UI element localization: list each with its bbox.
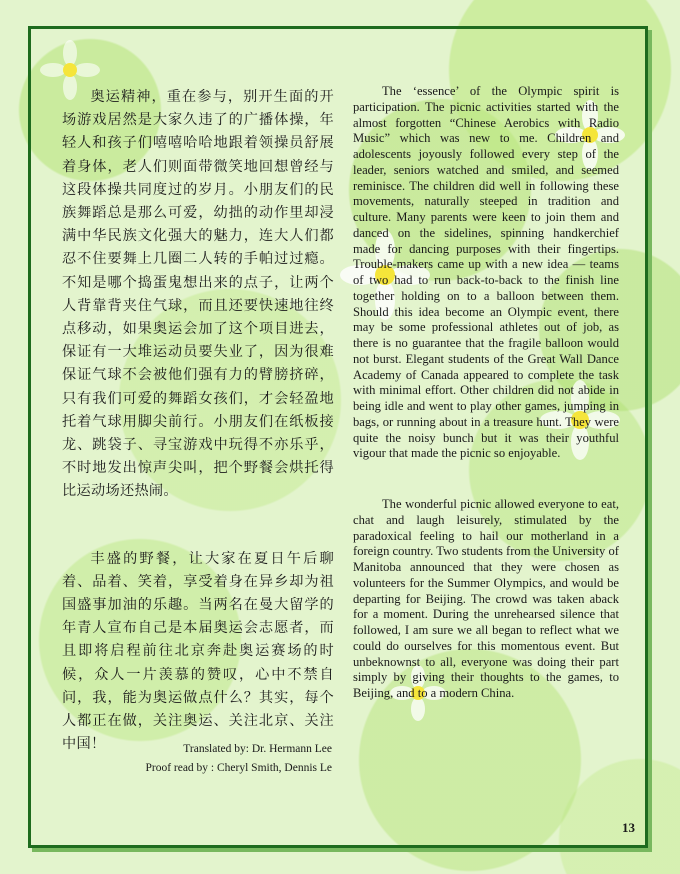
- chinese-paragraph: 奥运精神，重在参与，别开生面的开场游戏居然是大家久违了的广播体操，年轻人和孩子们嘻嘻哈哈地跟着领操员舒展着身体，老人们则面带微笑地回想曾经与这段体操共同度过的岁月。小朋友们的民族舞蹈总是那么可爱，幼拙的动作里却浸满中华民族文化强大的魅力，连大人们都忍不住要舞上几圈二人转的手帕过过瘾。不知是哪个捣蛋鬼想出来的点子，让两个人背靠背夹住气球，而且还要快速地往终点移动，如果奥运会加了这个项目进去，保证有一大堆运动员要失业了，因为很难保证气球不会被他们强有力的臂膀挤碎，只有我们可爱的舞蹈女孩们，才会轻盈地托着气球用脚尖前行。小朋友们在纸板接龙、跳袋子、寻宝游戏中玩得不亦乐乎，不时地发出惊声尖叫，把个野餐会烘托得比运动场还热闹。: [62, 89, 334, 500]
- english-paragraph: The ‘essence’ of the Olympic spirit is participation. The picnic activities started with the almost forgotten “Chinese Aerobics with Radio Music” which was new to me. Children and adolescents joyously followed every step of the leader, seniors watched and smiled, and seemed reminisce. The children did well in following these movements, naturally steeped in tradition and culture. Many parents were keen to join them and danced on the sidelines, spinning handkerchief made for dancing purposes with their fingertips. Trouble-makers came up with a new idea — teams of two had to run back-to-back to the finish line together holding on to a balloon between them. Should this idea become an Olympic event, there may be some professional athletes out of job, as there is no guarantee that the fragile balloon would not burst. Elegant students of the Great Wall Dance Academy of Canada appeared to complete the task with minimal effort. Other children did not abide in being idle and went to play other games, jumping in bags, or running about in a treasure hunt. They were quite the noisy bunch but it was their youthful vigour that made the picnic so enjoyable.: [353, 84, 619, 461]
- page-number: 13: [622, 820, 635, 835]
- english-column: [353, 84, 619, 702]
- chinese-paragraph: 丰盛的野餐，让大家在夏日午后聊着、品着、笑着，享受着身在异乡却为祖国盛事加油的乐趣。当两名在曼大留学的年青人宣布自己是本届奥运会志愿者，而且即将启程前往北京奔赴奥运赛场的时候，众人一片羡慕的赞叹，心中不禁自问，我，能为奥运做点什么？其实，每个人都正在做，关注奥运、关注北京、关注中国！: [62, 550, 334, 753]
- translator-credit: Translated by: Dr. Hermann Lee: [183, 743, 332, 755]
- english-paragraph: The wonderful picnic allowed everyone to eat, chat and laugh leisurely, stimulated by the paradoxical feeling to hail our motherland in a foreign country. Two students from the University of Manitoba announced that they were chosen as volunteers for the Summer Olympics, and would be departing for Beijing. The crowd was taken aback for a moment. During the unrehearsed silence that followed, I am sure we all began to reflect what we could do ourselves for this momentous event. But unbeknownst to all, everyone was doing their part simply by giving their thoughts to the games, to Beijing, and to a modern China.: [353, 497, 619, 700]
- chinese-column: [62, 86, 334, 756]
- proofreader-credit: Proof read by : Cheryl Smith, Dennis Le: [145, 762, 332, 774]
- credits: [62, 740, 332, 778]
